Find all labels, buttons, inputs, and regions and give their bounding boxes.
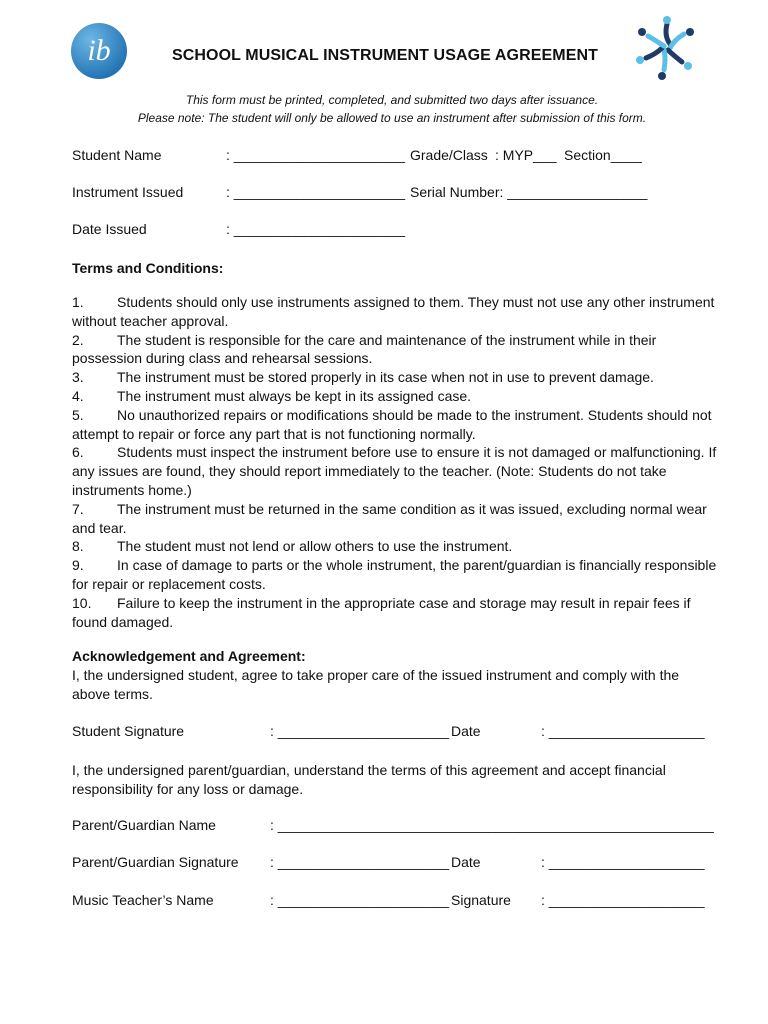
ib-logo <box>70 22 128 80</box>
term-item-2: 2. The student is responsible for the care and maintenance of the instrument while in their possession during class and rehearsal sessions. <box>72 331 657 367</box>
instrument-issued-label: Instrument Issued <box>72 184 184 200</box>
student-signature-label: Student Signature <box>72 723 185 739</box>
teacher-signature-label: Signature <box>451 892 511 908</box>
page-title: SCHOOL MUSICAL INSTRUMENT USAGE AGREEMENT <box>171 47 599 64</box>
term-item-1: 1. Students should only use instruments assigned to them. They must not use any other instrument without teacher approval. <box>72 294 715 329</box>
instruction-note-2: Please note: The student will only be allowed to use an instrument after submission of this form. <box>137 111 647 125</box>
parent-date-field[interactable]: : ____________________ <box>541 854 705 870</box>
student-signature-field[interactable]: : ______________________ <box>270 723 450 739</box>
term-item-3: 3. The instrument must be stored properly in its case when not in use to prevent damage. <box>72 369 654 386</box>
acknowledgement-heading: Acknowledgement and Agreement: <box>72 648 306 664</box>
term-item-4: 4. The instrument must always be kept in its assigned case. <box>72 387 472 404</box>
parent-signature-label: Parent/Guardian Signature <box>72 854 239 870</box>
date-issued-label: Date Issued <box>72 221 147 237</box>
student-statement: I, the undersigned student, agree to take proper care of the issued instrument and comply with the above terms. <box>72 667 680 702</box>
instrument-issued-field[interactable]: : ______________________ <box>226 184 406 200</box>
term-item-8: 8. The student must not lend or allow others to use the instrument. <box>72 538 513 555</box>
teacher-name-field[interactable]: : ______________________ <box>270 892 450 908</box>
student-name-field[interactable]: : ______________________ <box>226 147 406 163</box>
terms-heading: Terms and Conditions: <box>72 260 224 276</box>
svg-text:ib: ib <box>87 34 111 67</box>
term-item-10: 10. Failure to keep the instrument in the appropriate case and storage may result in repair fees if found damaged. <box>72 594 691 630</box>
teacher-name-label: Music Teacher’s Name <box>72 892 214 908</box>
term-item-5: 5. No unauthorized repairs or modifications should be made to the instrument. Students should not attempt to repair or force any part that is not functioning normally. <box>72 406 712 442</box>
serial-number-field[interactable]: Serial Number: __________________ <box>410 184 648 200</box>
term-item-9: 9. In case of damage to parts or the whole instrument, the parent/guardian is financially responsible for repair or replacement costs. <box>72 557 717 592</box>
instruction-note-1: This form must be printed, completed, and submitted two days after issuance. <box>185 93 599 107</box>
term-item-6: 6. Students must inspect the instrument before use to ensure it is not damaged or malfunctioning. If any issues are found, they should report immediately to the teacher. (Note: Students do not take instruments home.) <box>72 444 717 498</box>
grade-class-field[interactable]: : MYP___ <box>495 147 557 163</box>
school-emblem <box>634 12 700 82</box>
student-name-label: Student Name <box>72 147 162 163</box>
parent-statement: I, the undersigned parent/guardian, understand the terms of this agreement and accept financial responsibility for any loss or damage. <box>72 762 666 797</box>
student-date-label: Date <box>451 723 481 739</box>
parent-name-field[interactable]: : ________________________________________________________ <box>270 817 714 833</box>
term-item-7: 7. The instrument must be returned in the same condition as it was issued, excluding normal wear and tear. <box>72 500 707 536</box>
parent-date-label: Date <box>451 854 481 870</box>
parent-name-label: Parent/Guardian Name <box>72 817 216 833</box>
section-field[interactable]: Section____ <box>564 147 642 163</box>
parent-signature-field[interactable]: : ______________________ <box>270 854 450 870</box>
date-issued-field[interactable]: : ______________________ <box>226 221 406 237</box>
terms-list <box>72 293 717 631</box>
teacher-signature-field[interactable]: : ____________________ <box>541 892 705 908</box>
grade-class-label: Grade/Class <box>410 147 488 163</box>
student-date-field[interactable]: : ____________________ <box>541 723 705 739</box>
